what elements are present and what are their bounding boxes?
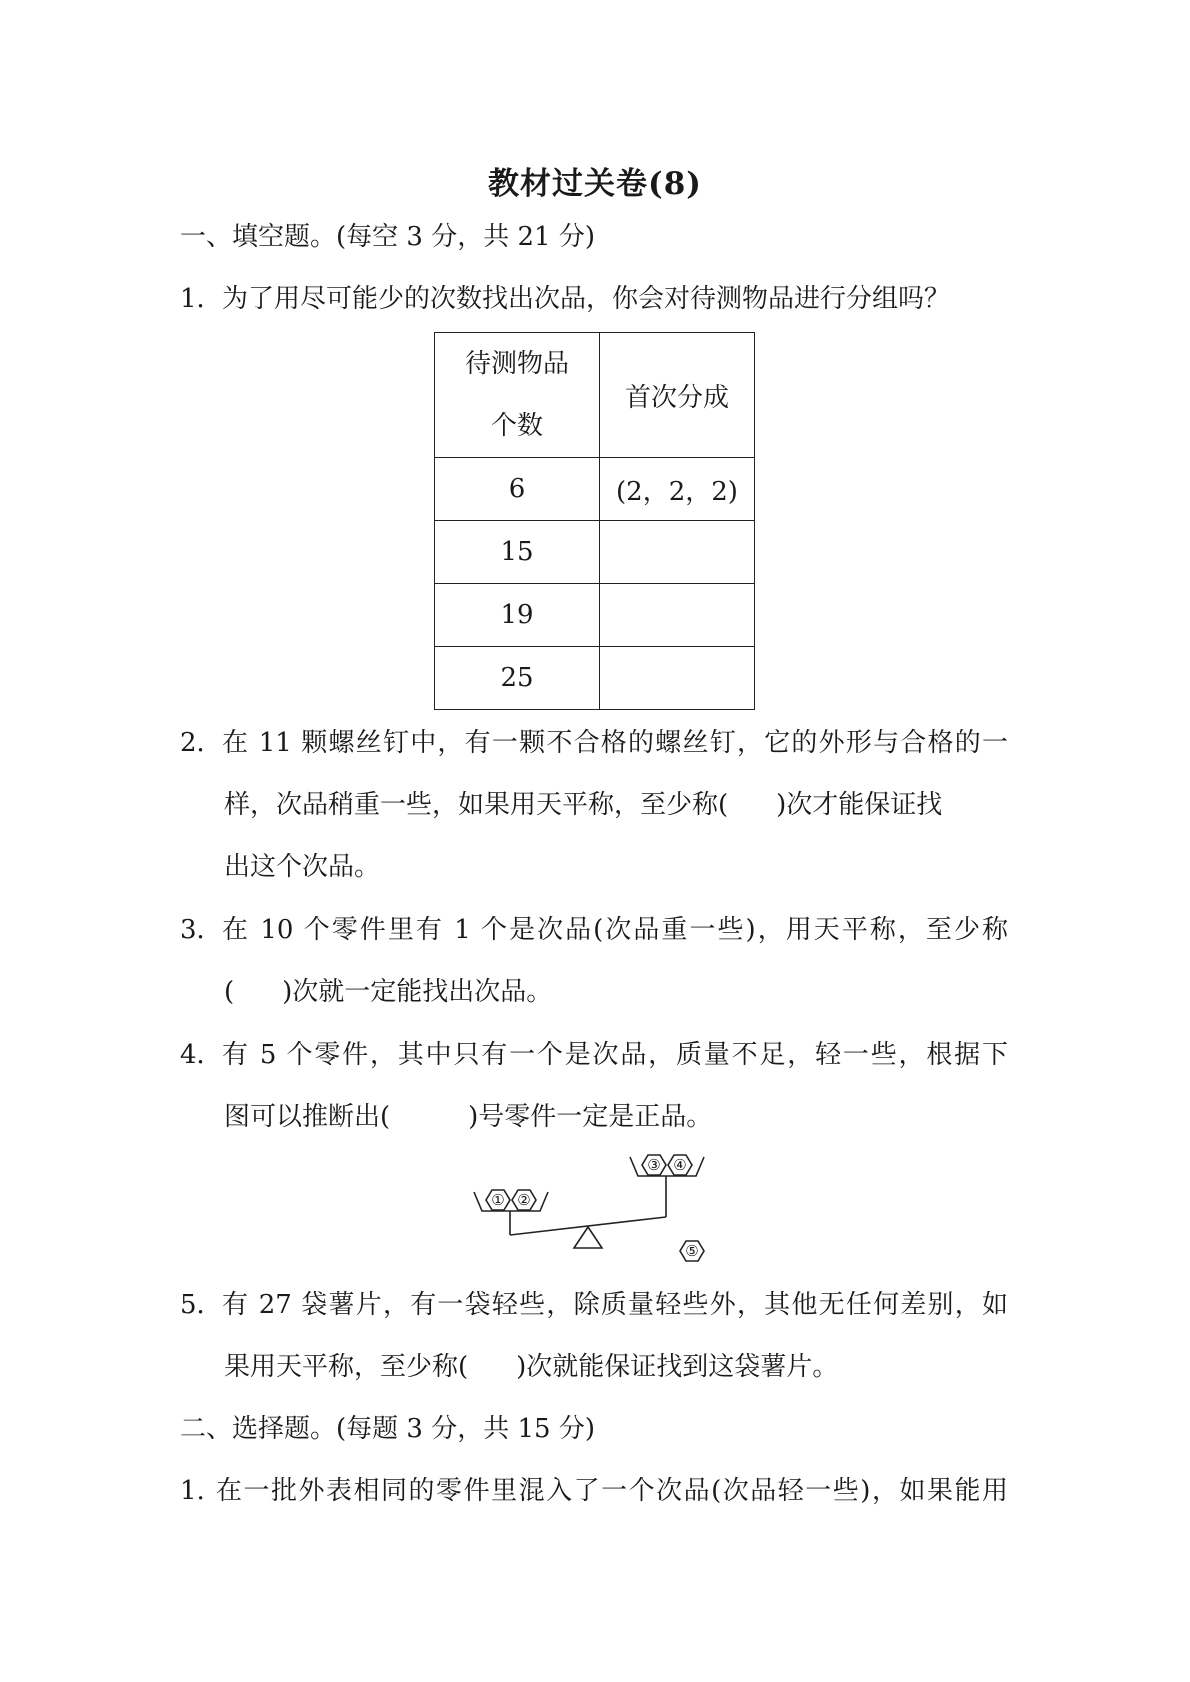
cell-count: 25 (435, 647, 600, 710)
text-before-blank: 样，次品稍重一些，如果用天平称，至少称( (224, 790, 729, 820)
question-number: 1． (180, 284, 223, 314)
text-after-blank: )次才能保证找 (776, 790, 943, 820)
table-row (435, 584, 755, 647)
answer-cell[interactable] (600, 584, 755, 647)
left-pan (474, 1192, 548, 1211)
question-number: 4． (180, 1040, 223, 1070)
cell-count: 19 (435, 584, 600, 647)
question-number: 1. (180, 1476, 205, 1506)
question-1-5-line-2 (224, 1352, 1054, 1382)
question-text-line-1: 有 5 个零件，其中只有一个是次品，质量不足，轻一些，根据下 (222, 1040, 1008, 1070)
cell-count: 15 (435, 521, 600, 584)
right-pan (630, 1157, 704, 1176)
part-4-label: ④ (673, 1156, 687, 1174)
text-after-blank: )号零件一定是正品。 (468, 1102, 713, 1132)
part-2-label: ② (517, 1191, 531, 1209)
text-after-blank: )次就能保证找到这袋薯片。 (516, 1352, 839, 1382)
cell-count: 6 (435, 458, 600, 521)
question-text: 为了用尽可能少的次数找出次品，你会对待测物品进行分组吗？ (222, 284, 951, 314)
text-before-blank: 图可以推断出( (224, 1102, 391, 1132)
question-1-3 (180, 915, 1010, 945)
question-1-2-line-3: 出这个次品。 (224, 852, 381, 882)
question-1-5 (180, 1290, 1010, 1320)
page-title: 教材过关卷(8) (488, 166, 702, 202)
section-1-heading: 一、填空题。(每空 3 分，共 21 分) (180, 222, 595, 252)
part-5-label: ⑤ (685, 1242, 699, 1260)
balance-scale-figure (470, 1153, 710, 1265)
text-after-blank: )次就一定能找出次品。 (282, 977, 553, 1007)
part-1-label: ① (491, 1191, 505, 1209)
question-1-3-line-2 (224, 977, 1054, 1007)
question-1-2-line-2 (224, 790, 1054, 820)
grouping-table (434, 332, 755, 710)
question-2-1 (180, 1476, 1010, 1506)
question-text-line-1: 有 27 袋薯片，有一袋轻些，除质量轻些外，其他无任何差别，如 (222, 1290, 1008, 1320)
section-2-heading: 二、选择题。(每题 3 分，共 15 分) (180, 1414, 595, 1444)
question-1-2 (180, 728, 1010, 758)
table-row (435, 521, 755, 584)
question-text-line-1: 在 10 个零件里有 1 个是次品(次品重一些)，用天平称，至少称 (222, 915, 1008, 945)
cell-split: (2，2，2) (600, 458, 755, 521)
answer-cell[interactable] (600, 647, 755, 710)
text-before-blank: ( (224, 977, 235, 1007)
header-first-split: 首次分成 (600, 333, 755, 458)
question-1-4-line-2 (224, 1102, 1054, 1132)
question-number: 3． (180, 915, 223, 945)
table-header-row (435, 333, 755, 458)
table-row (435, 647, 755, 710)
question-text-line-1: 在 11 颗螺丝钉中，有一颗不合格的螺丝钉，它的外形与合格的一 (222, 728, 1008, 758)
fulcrum-triangle (574, 1227, 602, 1248)
question-number: 5． (180, 1290, 223, 1320)
answer-cell[interactable] (600, 521, 755, 584)
header-line-1: 待测物品 (464, 349, 569, 379)
question-1-1 (180, 284, 1010, 314)
question-text-line-1: 在一批外表相同的零件里混入了一个次品(次品轻一些)，如果能用 (216, 1476, 1008, 1506)
header-line-2: 个数 (490, 411, 543, 441)
header-item-count (435, 333, 600, 458)
part-3-label: ③ (647, 1156, 661, 1174)
question-number: 2． (180, 728, 223, 758)
question-1-4 (180, 1040, 1010, 1070)
text-before-blank: 果用天平称，至少称( (224, 1352, 469, 1382)
table-row (435, 458, 755, 521)
